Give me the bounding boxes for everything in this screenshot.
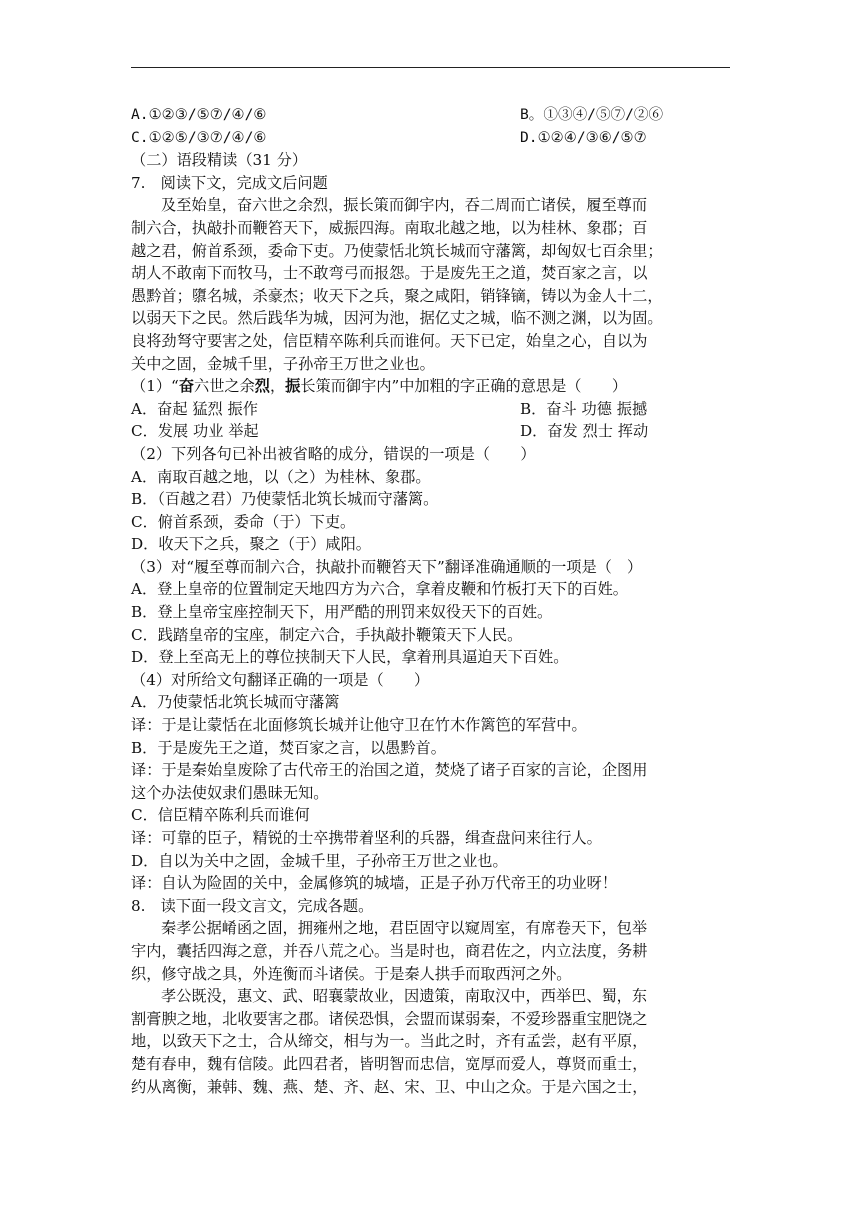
passage-line: 胡人不敢南下而牧马，士不敢弯弓而报怨。于是废先王之道，焚百家之言，以	[131, 264, 648, 283]
choice-c: C．俯首系颈，委命（于）下吏。	[131, 512, 356, 531]
bold-word: 烈	[254, 377, 270, 396]
choice-c: C．发展 功业 举起	[131, 422, 259, 441]
choice-d: D．登上至高无上的尊位挟制天下人民，拿着刑具逼迫天下百姓。	[131, 648, 569, 667]
choice-b: B．奋斗 功德 振撼	[520, 399, 648, 418]
option-c: C.①②⑤/③⑦/④/⑥	[131, 128, 267, 146]
q7-passage	[131, 194, 731, 375]
q7-sub1-options-row-2	[131, 420, 731, 443]
choice-a: A．南取百越之地，以（之）为桂林、象郡。	[131, 467, 431, 486]
q7-sub2-stem: （2）下列各句已补出被省略的成分，错误的一项是（ ）	[131, 444, 536, 463]
option-a: A.①②③/⑤⑦/④/⑥	[131, 106, 267, 123]
stem-text: （1）“	[131, 377, 179, 396]
choice-b: B．登上皇帝宝座控制天下，用严酷的刑罚来奴役天下的百姓。	[131, 603, 553, 622]
bold-word: 振	[285, 377, 301, 396]
sub4-line: 译：于是秦始皇废除了古代帝王的治国之道，焚烧了诸子百家的言论，企图用	[131, 761, 648, 780]
option-d: D.①②④/③⑥/⑤⑦	[520, 128, 647, 146]
passage-line: 关中之固，金城千里，子孙帝王万世之业也。	[131, 354, 435, 373]
q7-sub1-options-row-1	[131, 398, 731, 421]
bold-word: 奋	[178, 377, 194, 396]
stem-text: 六世之余	[194, 377, 255, 396]
q7-sub1-stem	[131, 375, 731, 398]
sub4-line: 译：于是让蒙恬在北面修筑长城并让他守卫在竹木作篱笆的军营中。	[131, 716, 587, 735]
choice-b: B．（百越之君）乃使蒙恬北筑长城而守藩篱。	[131, 490, 439, 509]
sub4-line: 译：自认为险固的关中，金属修筑的城墙，正是子孙万代帝王的功业呀！	[131, 874, 617, 893]
q7-sub3-stem: （3）对“履至尊而制六合，执敲扑而鞭笞天下”翻译准确通顺的一项是（ ）	[131, 557, 643, 576]
stem-text: ，	[269, 377, 286, 396]
passage-line: 割膏腴之地，北收要害之郡。诸侯恐惧，会盟而谋弱秦，不爱珍器重宝肥饶之	[131, 1009, 648, 1028]
passage-line: 秦孝公据崤函之固，拥雍州之地，君臣固守以窥周室，有席卷天下，包举	[161, 919, 647, 938]
choice-c: C．践踏皇帝的宝座，制定六合，手执敲扑鞭策天下人民。	[131, 625, 523, 644]
sub4-line: B．于是废先王之道，焚百家之言，以愚黔首。	[131, 738, 446, 757]
q7-prompt: 7. 阅读下文，完成文后问题	[131, 173, 328, 192]
passage-line: 宇内，囊括四海之意，并吞八荒之心。当是时也，商君佐之，内立法度，务耕	[131, 941, 648, 960]
passage-line: 制六合，执敲扑而鞭笞天下，威振四海。南取北越之地，以为桂林、象郡；百	[131, 218, 648, 237]
sub4-line: 译：可靠的臣子，精锐的士卒携带着坚利的兵器，缉查盘问来往行人。	[131, 829, 602, 847]
stem-text: 长策而御宇内”中加粗的字正确的意思是（ ）	[300, 377, 628, 396]
q8-prompt: 8. 读下面一段文言文，完成各题。	[131, 896, 374, 915]
choice-d: D．收天下之兵，聚之（于）咸阳。	[131, 535, 371, 554]
passage-line: 越之君，俯首系颈，委命下吏。乃使蒙恬北筑长城而守藩篱，却匈奴七百余里；	[131, 241, 663, 260]
sub4-line: D．自以为关中之固，金城千里，子孙帝王万世之业也。	[131, 851, 508, 870]
passage-line: 及至始皇，奋六世之余烈，振长策而御宇内，吞二周而亡诸侯，履至尊而	[161, 196, 647, 215]
option-b: B。①③④/⑤⑦/②⑥	[520, 106, 664, 123]
choice-a: A．奋起 猛烈 振作	[131, 399, 258, 418]
passage-line: 以弱天下之民。然后践华为城，因河为池，据亿丈之城，临不测之渊，以为固。	[131, 309, 663, 328]
header-rule	[131, 67, 730, 68]
section-title: （二）语段精读（31 分）	[131, 151, 308, 170]
sub4-line: 这个办法使奴隶们愚昧无知。	[131, 783, 329, 802]
q7-sub4-stem: （4）对所给文句翻译正确的一项是（ ）	[131, 670, 430, 689]
choice-a: A．登上皇帝的位置制定天地四方为六合，拿着皮鞭和竹板打天下的百姓。	[131, 580, 628, 599]
passage-line: 良将劲弩守要害之处，信臣精卒陈利兵而谁何。天下已定，始皇之心，自以为	[131, 331, 648, 350]
passage-line: 楚有春申，魏有信陵。此四君者，皆明智而忠信，宽厚而爱人，尊贤而重士，	[131, 1054, 648, 1073]
document-page	[131, 104, 731, 1098]
passage-line: 约从离衡，兼韩、魏、燕、楚、齐、赵、宋、卫、中山之众。于是六国之士，	[131, 1077, 648, 1096]
passage-line: 愚黔首；隳名城，杀豪杰；收天下之兵，聚之咸阳，销锋镝，铸以为金人十二，	[131, 286, 663, 305]
sub4-line: A．乃使蒙恬北筑长城而守藩篱	[131, 693, 340, 712]
q8-paragraph-1	[131, 917, 731, 985]
answer-options-row-2	[131, 127, 731, 150]
q8-paragraph-2	[131, 985, 731, 1098]
choice-d: D．奋发 烈士 挥动	[520, 422, 649, 441]
passage-line: 孝公既没，惠文、武、昭襄蒙故业，因遗策，南取汉中，西举巴、蜀，东	[161, 987, 647, 1006]
sub4-line: C．信臣精卒陈利兵而谁何	[131, 806, 310, 825]
answer-options-row-1	[131, 104, 731, 127]
passage-line: 织，修守战之具，外连衡而斗诸侯。于是秦人拱手而取西河之外。	[131, 964, 572, 983]
passage-line: 地，以致天下之士，合从缔交，相与为一。当此之时，齐有孟尝，赵有平原，	[131, 1032, 648, 1051]
